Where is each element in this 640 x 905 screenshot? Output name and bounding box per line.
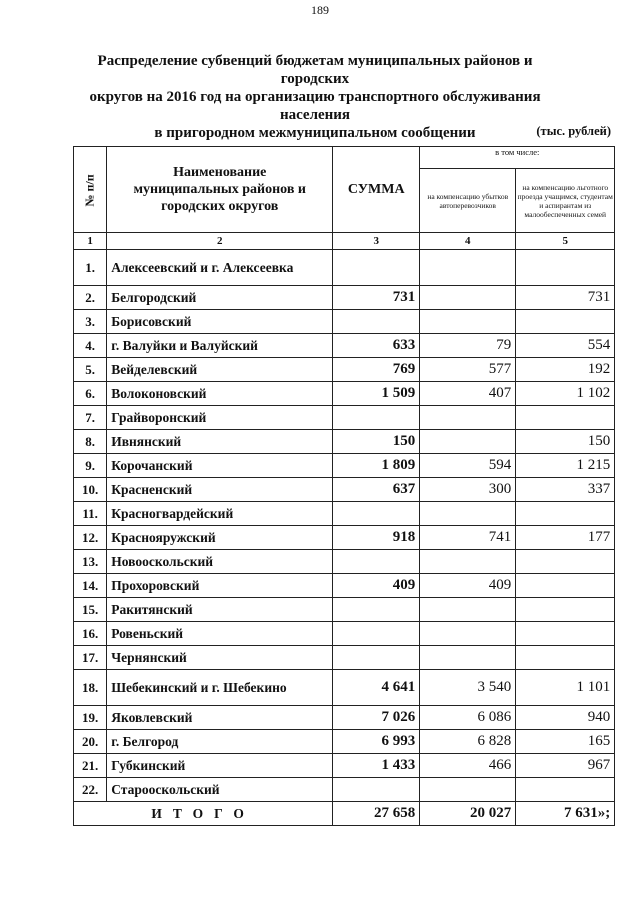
header-name-line: городских округов	[161, 199, 279, 214]
row-sum: 4 641	[333, 670, 420, 706]
row-fare-compensation: 940	[516, 706, 615, 730]
row-transport-compensation	[420, 622, 516, 646]
table-row	[74, 502, 615, 526]
table-row	[74, 622, 615, 646]
header-col5: на компенсацию льготного проезда учащимся, студентам и аспирантам из малообеспеченных семей	[516, 169, 615, 233]
row-transport-compensation	[420, 550, 516, 574]
row-fare-compensation: 1 215	[516, 454, 615, 478]
row-sum	[333, 250, 420, 286]
table-row	[74, 310, 615, 334]
table-row	[74, 730, 615, 754]
row-sum: 150	[333, 430, 420, 454]
row-number: 17.	[74, 646, 107, 670]
row-transport-compensation: 3 540	[420, 670, 516, 706]
row-name: Краснояружский	[107, 526, 333, 550]
row-sum: 1 509	[333, 382, 420, 406]
row-fare-compensation	[516, 406, 615, 430]
row-transport-compensation	[420, 598, 516, 622]
table-row	[74, 358, 615, 382]
row-fare-compensation	[516, 622, 615, 646]
table-row	[74, 754, 615, 778]
row-name: Яковлевский	[107, 706, 333, 730]
table-row	[74, 646, 615, 670]
row-transport-compensation: 300	[420, 478, 516, 502]
header-name-line: Наименование	[173, 165, 267, 180]
row-number: 8.	[74, 430, 107, 454]
row-number: 2.	[74, 286, 107, 310]
row-sum: 409	[333, 574, 420, 598]
row-number: 3.	[74, 310, 107, 334]
row-sum	[333, 406, 420, 430]
row-sum	[333, 778, 420, 802]
row-sum: 633	[333, 334, 420, 358]
table-row	[74, 430, 615, 454]
total-transport-compensation: 20 027	[420, 802, 516, 826]
row-name: г. Валуйки и Валуйский	[107, 334, 333, 358]
column-number: 3	[333, 233, 420, 250]
row-sum: 1 433	[333, 754, 420, 778]
table-row	[74, 334, 615, 358]
row-fare-compensation: 165	[516, 730, 615, 754]
row-sum	[333, 622, 420, 646]
row-sum	[333, 646, 420, 670]
row-fare-compensation	[516, 598, 615, 622]
row-transport-compensation	[420, 502, 516, 526]
table-row	[74, 454, 615, 478]
row-name: Красненский	[107, 478, 333, 502]
row-number: 15.	[74, 598, 107, 622]
row-transport-compensation	[420, 310, 516, 334]
row-sum: 731	[333, 286, 420, 310]
row-fare-compensation: 731	[516, 286, 615, 310]
table-row	[74, 478, 615, 502]
header-num-label: № п/п	[82, 173, 97, 207]
table-row	[74, 286, 615, 310]
table-row	[74, 550, 615, 574]
row-name: Борисовский	[107, 310, 333, 334]
row-transport-compensation	[420, 250, 516, 286]
row-sum	[333, 598, 420, 622]
row-name: Ровеньский	[107, 622, 333, 646]
row-number: 18.	[74, 670, 107, 706]
row-transport-compensation: 6 828	[420, 730, 516, 754]
row-fare-compensation	[516, 310, 615, 334]
row-fare-compensation: 337	[516, 478, 615, 502]
table-row	[74, 670, 615, 706]
header-name-line: муниципальных районов и	[133, 182, 306, 197]
column-number: 1	[74, 233, 107, 250]
row-fare-compensation: 177	[516, 526, 615, 550]
row-name: Ракитянский	[107, 598, 333, 622]
row-sum	[333, 310, 420, 334]
total-label: ИТОГО	[74, 802, 333, 826]
column-numbers-row	[74, 233, 615, 250]
row-transport-compensation: 741	[420, 526, 516, 550]
row-number: 5.	[74, 358, 107, 382]
table-row	[74, 382, 615, 406]
row-name: Алексеевский и г. Алексеевка	[107, 250, 333, 286]
column-number: 5	[516, 233, 615, 250]
row-name: Новооскольский	[107, 550, 333, 574]
header-num	[74, 147, 107, 233]
row-number: 21.	[74, 754, 107, 778]
table-row	[74, 598, 615, 622]
row-fare-compensation: 150	[516, 430, 615, 454]
row-transport-compensation: 409	[420, 574, 516, 598]
row-name: Шебекинский и г. Шебекино	[107, 670, 333, 706]
title-line: Распределение субвенций бюджетам муниципальных районов и городских	[97, 53, 533, 87]
row-fare-compensation: 192	[516, 358, 615, 382]
title-line: в пригородном межмуниципальном сообщении	[154, 125, 476, 141]
row-number: 22.	[74, 778, 107, 802]
table-row	[74, 526, 615, 550]
column-number: 4	[420, 233, 516, 250]
row-number: 11.	[74, 502, 107, 526]
row-transport-compensation: 466	[420, 754, 516, 778]
row-name: Старооскольский	[107, 778, 333, 802]
units-label: (тыс. рублей)	[536, 124, 611, 138]
row-transport-compensation	[420, 646, 516, 670]
row-fare-compensation: 554	[516, 334, 615, 358]
total-fare-compensation: 7 631»;	[516, 802, 615, 826]
row-sum: 6 993	[333, 730, 420, 754]
row-transport-compensation: 407	[420, 382, 516, 406]
row-name: Губкинский	[107, 754, 333, 778]
row-fare-compensation	[516, 250, 615, 286]
subsidy-table	[73, 146, 615, 826]
header-sum: СУММА	[333, 147, 420, 233]
total-sum: 27 658	[333, 802, 420, 826]
row-sum: 637	[333, 478, 420, 502]
row-number: 14.	[74, 574, 107, 598]
row-fare-compensation	[516, 778, 615, 802]
row-transport-compensation	[420, 430, 516, 454]
document-title	[75, 52, 555, 142]
row-transport-compensation: 79	[420, 334, 516, 358]
table-row	[74, 406, 615, 430]
row-number: 16.	[74, 622, 107, 646]
row-number: 20.	[74, 730, 107, 754]
row-sum	[333, 550, 420, 574]
row-number: 7.	[74, 406, 107, 430]
table-row	[74, 250, 615, 286]
row-transport-compensation: 577	[420, 358, 516, 382]
row-name: Корочанский	[107, 454, 333, 478]
row-number: 10.	[74, 478, 107, 502]
row-name: Чернянский	[107, 646, 333, 670]
total-row	[74, 802, 615, 826]
page-number: 189	[311, 3, 329, 17]
row-number: 6.	[74, 382, 107, 406]
row-transport-compensation: 6 086	[420, 706, 516, 730]
row-name: Красногвардейский	[107, 502, 333, 526]
header-including: в том числе:	[420, 147, 615, 169]
row-transport-compensation: 594	[420, 454, 516, 478]
row-number: 9.	[74, 454, 107, 478]
row-fare-compensation: 1 102	[516, 382, 615, 406]
table-row	[74, 574, 615, 598]
row-fare-compensation	[516, 550, 615, 574]
row-name: г. Белгород	[107, 730, 333, 754]
header-col4: на компенсацию убытков автоперевозчиков	[420, 169, 516, 233]
row-sum: 7 026	[333, 706, 420, 730]
row-name: Прохоровский	[107, 574, 333, 598]
row-fare-compensation	[516, 574, 615, 598]
row-name: Волоконовский	[107, 382, 333, 406]
row-sum	[333, 502, 420, 526]
row-number: 13.	[74, 550, 107, 574]
row-fare-compensation: 1 101	[516, 670, 615, 706]
row-number: 4.	[74, 334, 107, 358]
row-name: Белгородский	[107, 286, 333, 310]
row-transport-compensation	[420, 778, 516, 802]
row-transport-compensation	[420, 286, 516, 310]
header-name	[107, 147, 333, 233]
row-sum: 918	[333, 526, 420, 550]
row-sum: 769	[333, 358, 420, 382]
row-fare-compensation	[516, 646, 615, 670]
row-number: 12.	[74, 526, 107, 550]
table-row	[74, 706, 615, 730]
row-fare-compensation	[516, 502, 615, 526]
title-line: округов на 2016 год на организацию транспортного обслуживания населения	[89, 89, 541, 123]
row-name: Ивнянский	[107, 430, 333, 454]
column-number: 2	[107, 233, 333, 250]
table-row	[74, 778, 615, 802]
row-sum: 1 809	[333, 454, 420, 478]
row-name: Грайворонский	[107, 406, 333, 430]
row-name: Вейделевский	[107, 358, 333, 382]
row-fare-compensation: 967	[516, 754, 615, 778]
row-transport-compensation	[420, 406, 516, 430]
row-number: 1.	[74, 250, 107, 286]
row-number: 19.	[74, 706, 107, 730]
